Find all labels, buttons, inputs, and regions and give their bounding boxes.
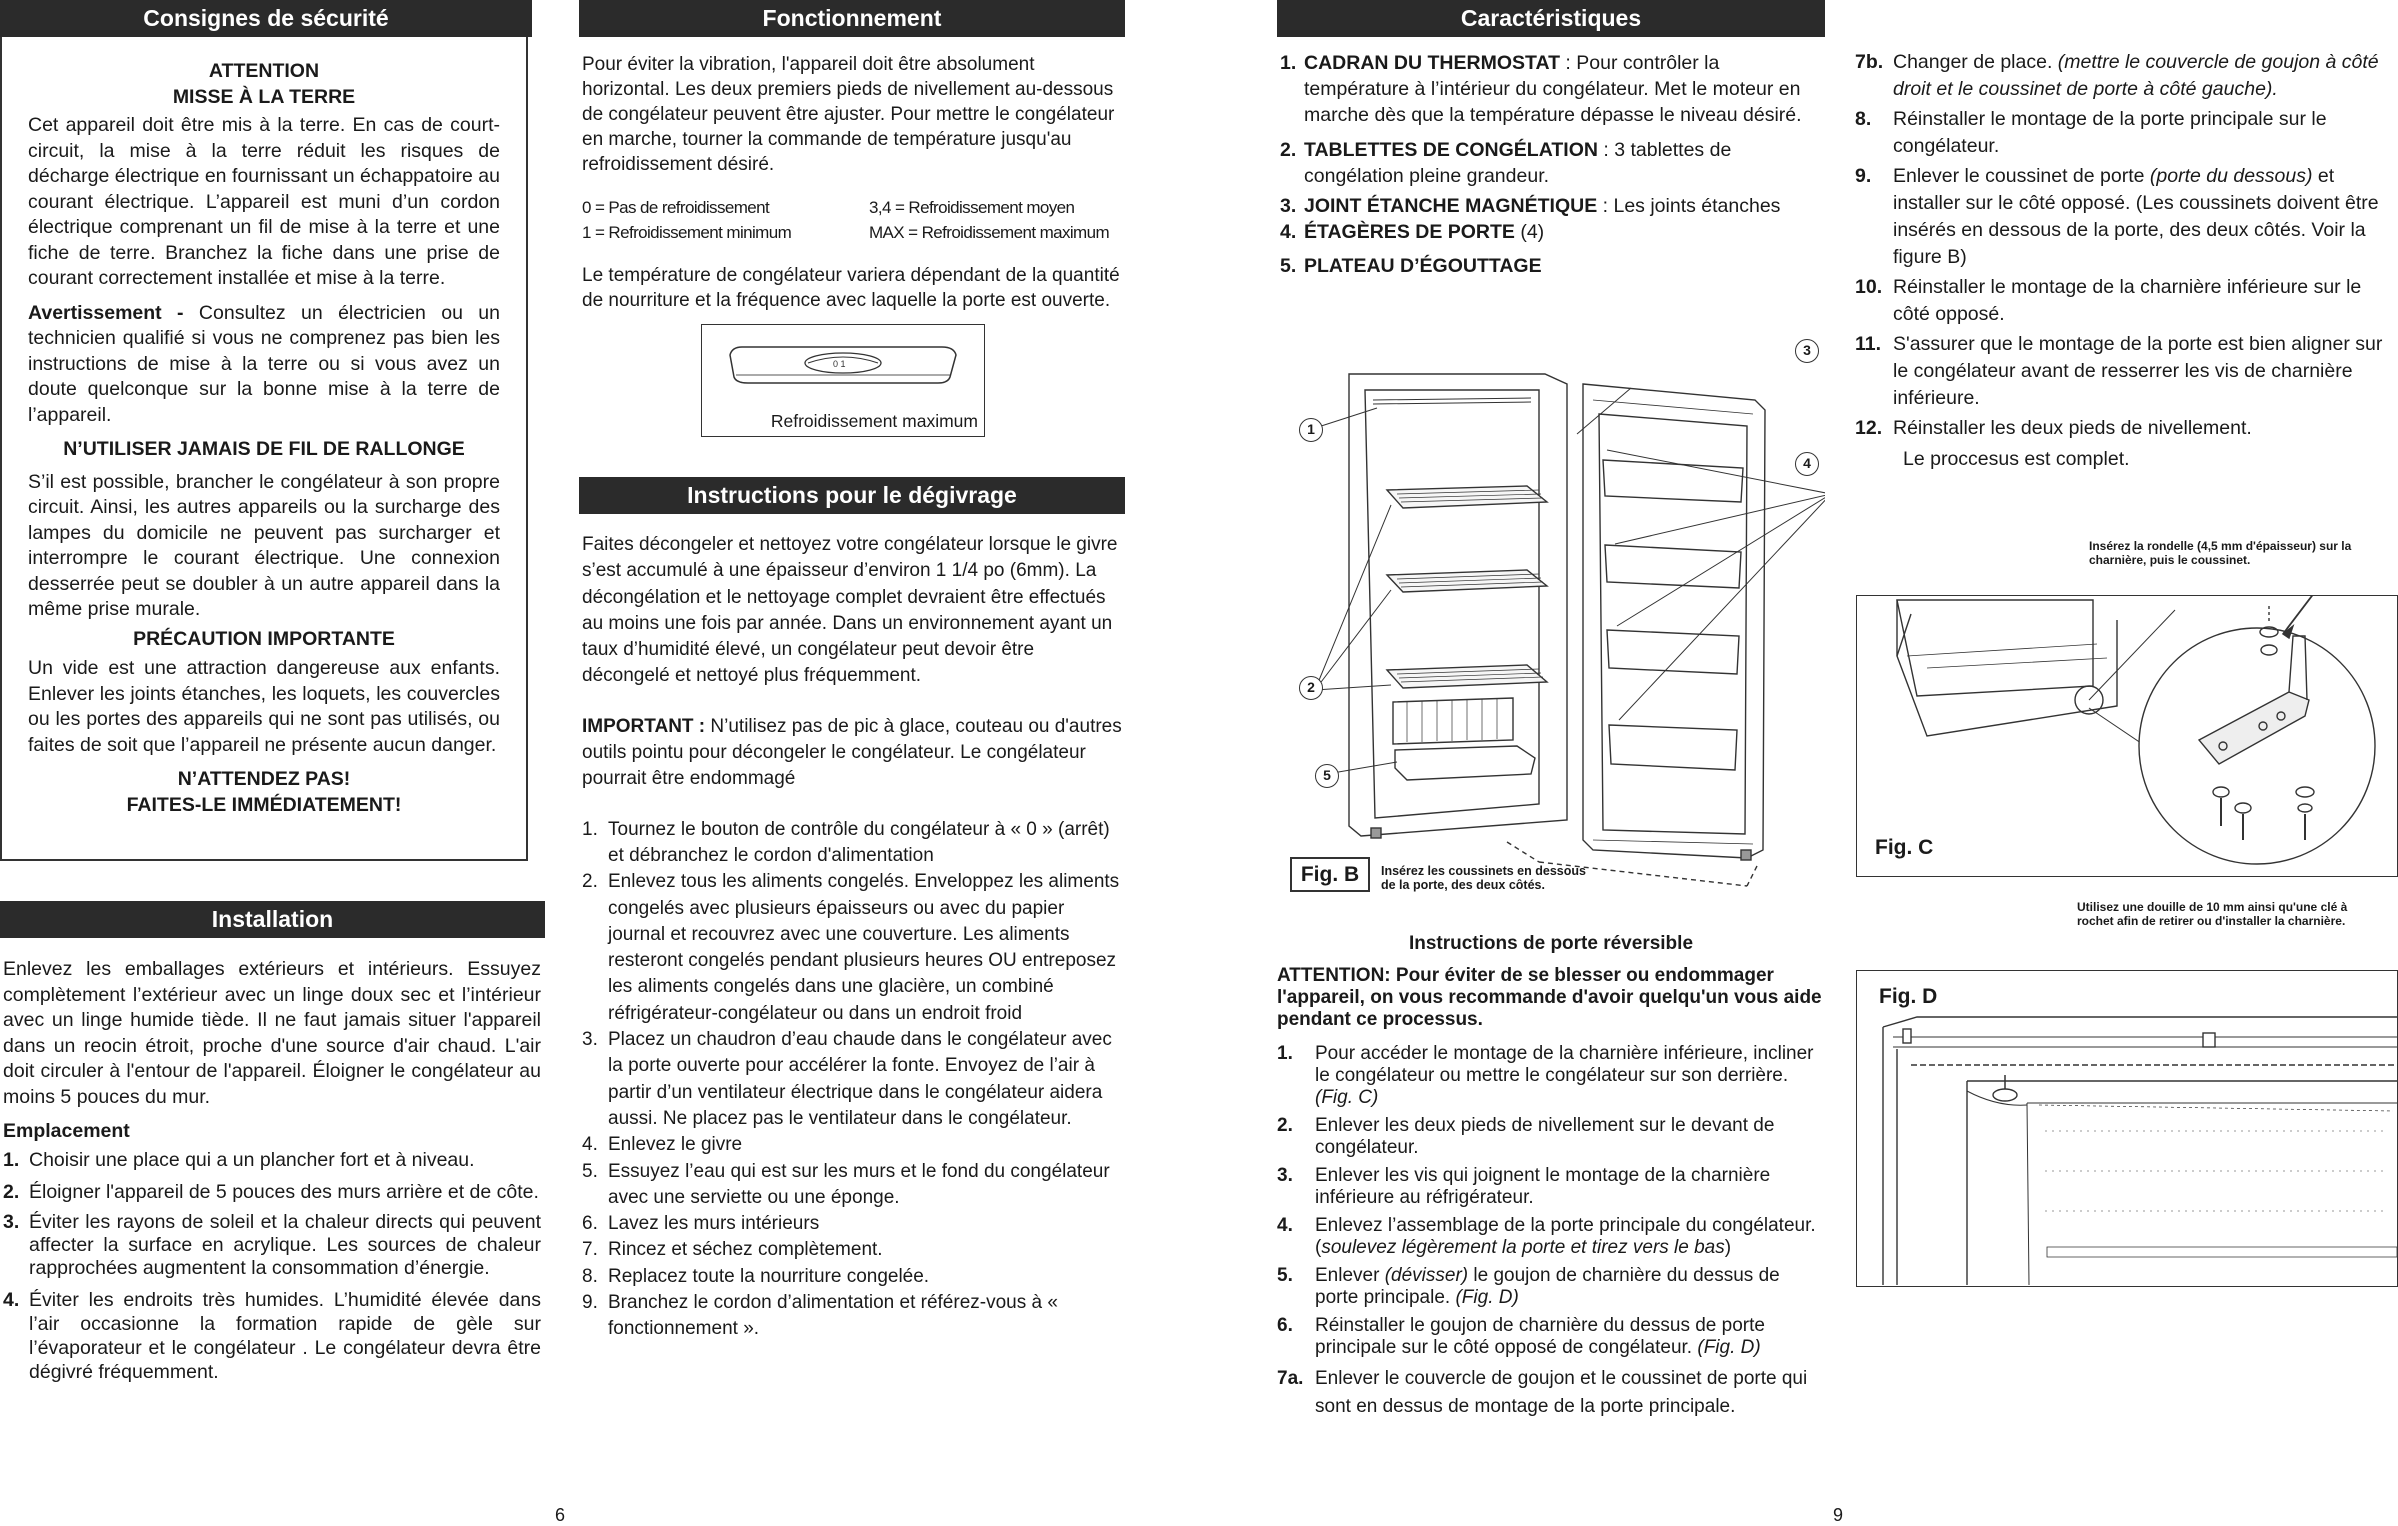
paragraph-fonctionnement: Pour éviter la vibration, l'appareil doit être absolument horizontal. Les deux premiers pieds de nivellement au-dessous de congélateur peuvent être ajuster. Pour mettre le congélateur en marche, tourner la commande de température jusqu'au refroidissement désiré. <box>582 54 1115 175</box>
callout-3: 3 <box>1795 339 1819 363</box>
list-item: 10. Réinstaller le montage de la charnière inférieure sur le côté opposé. <box>1855 276 2362 325</box>
callout-5: 5 <box>1315 764 1339 788</box>
list-item: 1. Tournez le bouton de contrôle du congélateur à « 0 » (arrêt) et débranchez le cordon d'alimentation <box>582 818 1110 866</box>
avertissement-label: Avertissement - <box>28 301 199 324</box>
paragraph-mise-terre: Cet appareil doit être mis à la terre. En cas de court-circuit, la mise à la terre réduit les risques de décharge électrique en fournissant un échappatoire au courant électrique. L’appareil est muni d’un cordon électrique comprenant un fil de mise à la terre et une fiche de terre. Branchez la fiche dans une prise de courant correctement installée et mise à la terre. <box>28 114 500 289</box>
list-item: 3. Éviter les rayons de soleil et la chaleur directs qui peuvent affecter la surface en acrylique. Les sources de chaleur rapprochées augmentent la consommation d’énergie. <box>3 1211 541 1279</box>
setting-34: 3,4 = Refroidissement moyen <box>869 198 1075 217</box>
list-item: 8. Replacez toute la nourriture congelée. <box>582 1265 930 1287</box>
section-header-degivrage: Instructions pour le dégivrage <box>579 477 1125 514</box>
section-header-caracteristiques: Caractéristiques <box>1277 0 1825 37</box>
list-item: 1. Choisir une place qui a un plancher fort et à niveau. <box>3 1148 475 1171</box>
list-item: 5. Essuyez l’eau qui est sur les murs et le fond du congélateur avec une serviette ou une éponge. <box>582 1160 1110 1208</box>
list-item: 3. JOINT ÉTANCHE MAGNÉTIQUE : Les joints étanches <box>1280 195 1781 217</box>
callout-1: 1 <box>1299 418 1323 442</box>
emplacement-list <box>3 1148 541 1385</box>
heading-porte-reversible: Instructions de porte réversible <box>1408 933 1694 954</box>
degivrage-section <box>579 477 1125 1343</box>
list-item: 2. TABLETTES DE CONGÉLATION : 3 tablettes de congélation pleine grandeur. <box>1280 139 1732 187</box>
paragraph-important: IMPORTANT : N’utilisez pas de pic à glace, couteau ou d'autres outils pointu pour décongeler le congélateur. Le congélateur pourrait être endommagé <box>582 715 1122 790</box>
callout-4: 4 <box>1795 452 1819 476</box>
heading-emplacement: Emplacement <box>3 1120 130 1142</box>
fig-b-label: Fig. B <box>1290 857 1370 892</box>
column-fonctionnement <box>579 0 1125 1340</box>
list-item: 7b. Changer de place. (mettre le couvercle de goujon à côté droit et le coussinet de porte à côté gauche). <box>1855 51 2379 100</box>
hinge-illustration <box>1857 596 2397 876</box>
list-item: 4. Éviter les endroits très humides. L’humidité élevée dans l’air occasionne la formation rapide de gèle sur l’évaporateur et le congélateur . Le congélateur devra être dégivré fréquemment. <box>3 1289 541 1383</box>
column-suite <box>1855 0 2398 1008</box>
thermostat-dial-illustration <box>702 325 986 415</box>
heading-mise-terre: MISSE À LA TERRE <box>172 85 356 108</box>
list-item: 7. Rincez et séchez complètement. <box>582 1239 883 1261</box>
page-number-right: 9 <box>1833 1505 1844 1525</box>
list-item: 3. Enlever les vis qui joignent le montage de la charnière inférieure au réfrigérateur. <box>1277 1165 1771 1208</box>
setting-0: 0 = Pas de refroidissement <box>582 198 770 217</box>
avertissement-text: Consultez un électricien ou un technicien qualifié si vous ne comprenez pas bien les instructions de mise à la terre ou si vous avez un doute quelconque sur la bonne mise à la terre de l’appareil. <box>28 301 500 426</box>
list-item: 5. PLATEAU D’ÉGOUTTAGE <box>1280 255 1542 277</box>
list-item: 1. Pour accéder le montage de la charnière inférieure, incliner le congélateur ou mettre le congélateur sur son derrière. (Fig. C) <box>1277 1043 1814 1108</box>
thermostat-table <box>582 195 1125 253</box>
degivrage-list <box>582 817 1125 1343</box>
installation-section <box>0 901 545 1384</box>
suite-list <box>1855 49 2398 442</box>
caracteristiques-list <box>1280 50 1825 279</box>
heading-precaution: PRÉCAUTION IMPORTANTE <box>133 627 395 650</box>
fig-d-box <box>1856 970 2398 1287</box>
fig-c-top-note: Insérez la rondelle (4,5 mm d'épaisseur) sur la charnière, puis le coussinet. <box>2089 539 2352 567</box>
paragraph-temperature: Le température de congélateur variera dépendant de la quantité de nourriture et la fréquence avec laquelle la porte est ouverte. <box>582 265 1120 311</box>
setting-max: MAX = Refroidissement maximum <box>869 223 1110 242</box>
list-item: 12. Réinstaller les deux pieds de nivellement. <box>1855 417 2252 439</box>
fig-b-note: Insérez les coussinets en dessous de la porte, des deux côtés. <box>1381 864 1586 892</box>
setting-1: 1 = Refroidissement minimum <box>582 223 792 242</box>
list-item: 4. Enlevez l’assemblage de la porte principale du congélateur. (soulevez légèrement la porte et tirez vers le bas) <box>1277 1215 1816 1258</box>
list-item: 2. Enlever les deux pieds de nivellement sur le devant de congélateur. <box>1277 1115 1775 1158</box>
list-item: 3. Placez un chaudron d’eau chaude dans le congélateur avec la porte ouverte pour accélérer la fonte. Envoyez de l’air à partir d’un ventilateur électrique dans le congélateur aidera aussi. Ne placez pas le ventilateur dans le congélateur. <box>582 1029 1112 1129</box>
porte-list <box>1277 1043 1825 1421</box>
list-item: 2. Éloigner l'appareil de 5 pouces des murs arrière et de côte. <box>3 1181 539 1203</box>
freezer-open-illustration <box>1277 330 1825 930</box>
list-item: 6. Réinstaller le goujon de charnière du dessus de porte principale sur le côté opposé de congélateur. (Fig. D) <box>1277 1315 1765 1358</box>
list-item: 2. Enlevez tous les aliments congelés. Enveloppez les aliments congelés avec plusieurs épaisseurs ou avec du papier journal et recouvrez avec une couverture. Les aliments resteront congelés pendant plusieurs heures OU entreposez les aliments congelés dans une glacière, un combiné réfrigérateur-congélateur ou dans un endroit froid <box>582 871 1120 1024</box>
list-item: 7a. Enlever le couvercle de goujon et le coussinet de porte qui sont en dessus de montage de la porte principale. <box>1277 1368 1808 1417</box>
thermostat-figure <box>701 324 985 437</box>
column-securite <box>0 0 541 1383</box>
list-item: 4. Enlevez le givre <box>582 1134 743 1156</box>
section-header-securite: Consignes de sécurité <box>0 0 532 37</box>
fig-c-box <box>1856 595 2398 877</box>
paragraph-installation: Enlevez les emballages extérieurs et intérieurs. Essuyez complètement l’extérieur avec un linge doux sec et l’intérieur avec un linge humide tiède. Il ne faut jamais situer l'appareil dans un reocin étroit, proche d'une source d'air chaud. L'air doit circuler à l'entour de l'appareil. Éloigner le congélateur au moins 5 pouces du mur. <box>3 958 541 1108</box>
list-item: 6. Lavez les murs intérieurs <box>582 1213 820 1235</box>
section-header-fonctionnement: Fonctionnement <box>579 0 1125 37</box>
heading-rallonge: N’UTILISER JAMAIS DE FIL DE RALLONGE <box>63 438 465 460</box>
paragraph-precaution: Un vide est une attraction dangereuse aux enfants. Enlever les joints étanches, les loquets, les couvercles ou les portes des appareils qui ne sont pas utilisés, ou faites de soit que l’appareil ne présente aucun danger. <box>28 657 500 756</box>
list-item: 9. Branchez le cordon d’alimentation et référez-vous à « fonctionnement ». <box>582 1292 1058 1340</box>
callout-2: 2 <box>1299 676 1323 700</box>
door-pin-illustration <box>1857 971 2397 1285</box>
fig-d-label: Fig. D <box>1879 985 1938 1008</box>
page-number-left: 6 <box>555 1505 566 1525</box>
list-item: 11. S'assurer que le montage de la porte est bien aligner sur le congélateur avant de resserrer les vis de charnière inférieure. <box>1855 333 2383 409</box>
svg-text:0 1: 0 1 <box>833 359 846 369</box>
column-caracteristiques <box>1277 0 1825 1417</box>
list-item: 9. Enlever le coussinet de porte (porte du dessous) et installer sur le côté opposé. (Les coussinets doivent être insérés en dessous de la porte, des deux côtés. Voir la figure B) <box>1855 165 2379 268</box>
paragraph-porte-attention: ATTENTION: Pour éviter de se blesser ou endommager l'appareil, on vous recommande d'avoir quelqu'un vous aide pendant ce processus. <box>1277 965 1822 1030</box>
list-item: 1. CADRAN DU THERMOSTAT : Pour contrôler la température à l’intérieur du congélateur. Met le moteur en marche dès que la température dépasse le niveau désiré. <box>1280 52 1802 126</box>
paragraph-degivrage: Faites décongeler et nettoyez votre congélateur lorsque le givre s’est accumulé à une épaisseur d’environ 1 1/4 po (6mm). La décongélation et le nettoyage complet devraient être effectués au moins une fois par année. Dans un environnement ayant un taux d’humidité élevé, un congélateur peut devoir être décongelé et nettoyé plus fréquemment. <box>582 534 1118 687</box>
heading-attendez: N’ATTENDEZ PAS! <box>177 768 351 790</box>
section-header-installation: Installation <box>0 901 545 938</box>
list-item: 5. Enlever (dévisser) le goujon de charnière du dessus de porte principale. (Fig. D) <box>1277 1265 1780 1308</box>
securite-box <box>0 37 528 861</box>
list-item: 4. ÉTAGÈRES DE PORTE (4) <box>1280 221 1545 243</box>
fig-c-label: Fig. C <box>1875 836 1934 859</box>
heading-attention: ATTENTION <box>208 60 320 82</box>
paragraph-rallonge: S’il est possible, brancher le congélateur à son propre circuit. Ainsi, les autres appareils ou la surcharge des lampes du domicile ne peuvent pas surcharger et interrompre le courant électrique. Une connexion desserrée peut se doubler à un autre appareil dans la même prise murale. <box>28 470 500 620</box>
fig-c-bottom-note: Utilisez une douille de 10 mm ainsi qu'une clé à rochet afin de retirer ou d'installer la charnière. <box>2077 900 2348 928</box>
thermostat-caption: Refroidissement maximum <box>770 411 978 431</box>
heading-immediatement: FAITES-LE IMMÉDIATEMENT! <box>126 793 402 816</box>
paragraph-avertissement <box>28 301 500 429</box>
complete-note: Le proccesus est complet. <box>1903 448 2130 470</box>
list-item: 8. Réinstaller le montage de la porte principale sur le congélateur. <box>1855 108 2327 157</box>
